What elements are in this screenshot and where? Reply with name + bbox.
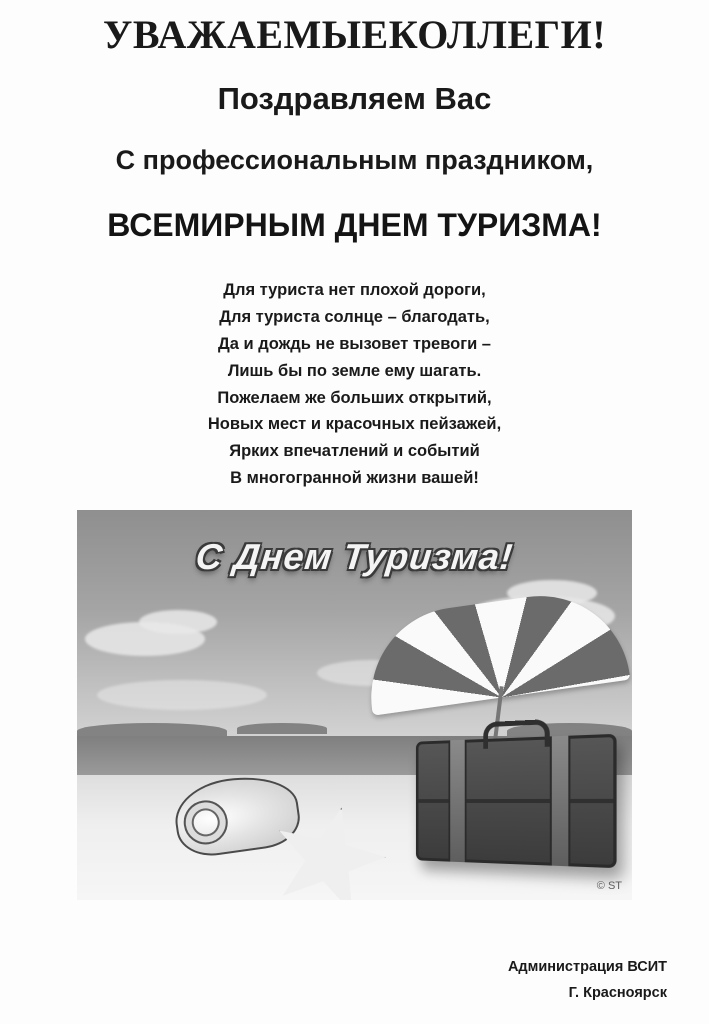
cloud-shape: [97, 680, 267, 710]
poem-line: Да и дождь не вызовет тревоги –: [218, 334, 491, 353]
poem-line: Лишь бы по земле ему шагать.: [227, 361, 482, 380]
signature-block: [508, 955, 667, 1006]
subtitle-holiday-name: ВСЕМИРНЫМ ДНЕМ ТУРИЗМА!: [107, 206, 602, 243]
suitcase-icon: [416, 734, 617, 868]
poem-line: Пожелаем же больших открытий,: [217, 388, 492, 407]
poem-line: В многогранной жизни вашей!: [230, 469, 479, 488]
poem-line: Ярких впечатлений и событий: [229, 442, 480, 461]
poem-line: Новых мест и красочных пейзажей,: [207, 415, 502, 434]
suitcase-strap: [550, 736, 571, 867]
poem-line: Для туриста солнце – благодать,: [219, 307, 490, 326]
suitcase-strap: [448, 740, 466, 863]
beach-illustration: [77, 510, 632, 900]
signature-city: Г. Красноярск: [568, 984, 667, 1001]
subtitle-occasion: С профессиональным праздником,: [115, 145, 594, 176]
beach-umbrella-icon: [365, 602, 625, 722]
headline-block: [0, 0, 709, 243]
poem-line: Для туриста нет плохой дороги,: [223, 280, 486, 299]
image-credit: © ST: [596, 880, 622, 893]
cloud-shape: [139, 610, 217, 634]
page-title: УВАЖАЕМЫЕКОЛЛЕГИ!: [102, 12, 607, 57]
image-art-title: С Днем Туризма!: [193, 536, 516, 578]
poem-block: [135, 277, 575, 492]
island-shape: [237, 723, 327, 734]
signature-organization: Администрация ВСИТ: [507, 959, 667, 976]
subtitle-congratulation: Поздравляем Вас: [217, 81, 492, 116]
suitcase-handle: [483, 719, 549, 749]
umbrella-canopy: [360, 584, 631, 715]
